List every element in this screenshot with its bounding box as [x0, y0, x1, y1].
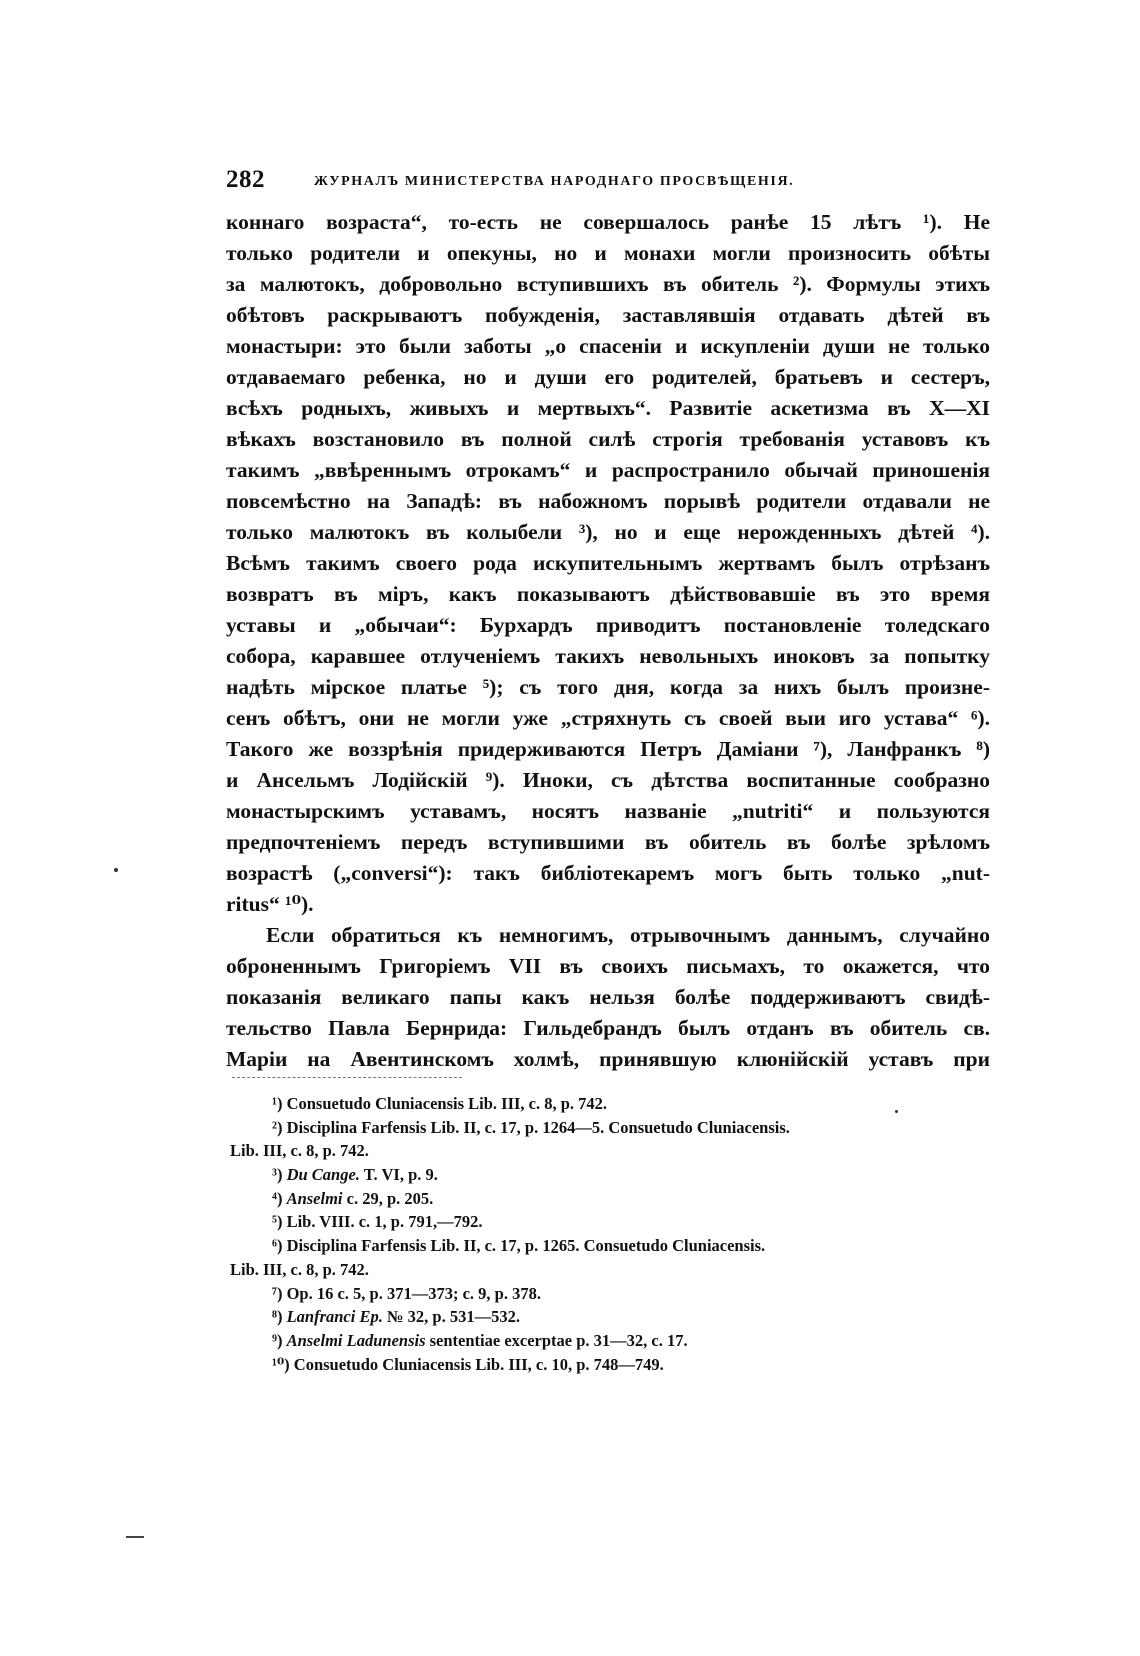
- text-line: надѣть мірское платье ⁵); съ того дня, когда за нихъ былъ произне-: [226, 675, 990, 699]
- footnote-text: sententiae excerptae p. 31—32, c. 17.: [425, 1330, 688, 1350]
- footnote-10: [230, 1353, 990, 1377]
- scan-mark: [126, 1536, 144, 1538]
- footnote-text: Lib. III, c. 8, p. 742.: [230, 1141, 369, 1161]
- text-line: Маріи на Авентинскомъ холмѣ, принявшую клюнійскій уставъ при: [226, 1047, 990, 1071]
- footnote-text: Consuetudo Cluniacensis Lib. III, c. 10, p. 748—749.: [293, 1354, 664, 1374]
- paragraph-first-line: Если обратиться къ немногимъ, отрывочнымъ даннымъ, случайно: [266, 923, 990, 947]
- text-line: повсемѣстно на Западѣ: въ набожномъ порывѣ родители отдавали не: [226, 489, 990, 513]
- footnote-mark: ⁹): [272, 1330, 283, 1350]
- footnote-text: Op. 16 c. 5, p. 371—373; c. 9, p. 378.: [286, 1283, 541, 1303]
- footnote-text: Lib. VIII. c. 1, p. 791,—792.: [286, 1212, 483, 1232]
- text-line: Такого же воззрѣнія придерживаются Петръ Даміани ⁷), Ланфранкъ ⁸): [226, 737, 990, 761]
- footnote-2: [230, 1116, 990, 1140]
- text-line: коннаго возраста“, то-есть не совершалось ранѣе 15 лѣтъ ¹). Не: [226, 210, 990, 234]
- text-line: отдаваемаго ребенка, но и души его родителей, братьевъ и сестеръ,: [226, 365, 990, 389]
- footnote-author: Lanfranci Ep.: [286, 1307, 383, 1327]
- footnote-mark: ⁶): [272, 1236, 283, 1256]
- footnote-mark: ⁷): [272, 1283, 283, 1303]
- footnote-6-continuation: [230, 1258, 990, 1282]
- text-line: возвратъ въ міръ, какъ показываютъ дѣйствовавшіе въ это время: [226, 582, 990, 606]
- footnote-mark: ⁵): [272, 1212, 283, 1232]
- text-line: Всѣмъ такимъ своего рода искупительнымъ жертвамъ былъ отрѣзанъ: [226, 551, 990, 575]
- footnote-4: [230, 1187, 990, 1211]
- footnote-text: Disciplina Farfensis Lib. II, c. 17, p. 1264—5. Consuetudo Cluniacensis.: [286, 1117, 790, 1137]
- footnote-mark: ²): [272, 1117, 283, 1137]
- text-line: предпочтеніемъ передъ вступившими въ обитель въ болѣе зрѣломъ: [226, 830, 990, 854]
- text-line: тельство Павла Бернрида: Гильдебрандъ былъ отданъ въ обитель св.: [226, 1016, 990, 1040]
- footnote-text: № 32, p. 531—532.: [382, 1307, 520, 1327]
- page-number: 282: [226, 166, 265, 193]
- running-title: ЖУРНАЛЪ МИНИСТЕРСТВА НАРОДНАГО ПРОСВѢЩЕНІЯ.: [314, 174, 795, 189]
- footnote-author: Anselmi: [286, 1188, 343, 1208]
- text-line: оброненнымъ Григоріемъ VII въ своихъ письмахъ, то окажется, что: [226, 954, 990, 978]
- footnote-8: [230, 1305, 990, 1329]
- text-line: собора, каравшее отлученіемъ такихъ невольныхъ иноковъ за попытку: [226, 644, 990, 668]
- body-text: [226, 207, 990, 1075]
- text-line: такимъ „ввѣреннымъ отрокамъ“ и распространило обычай приношенія: [226, 458, 990, 482]
- footnote-9: [230, 1329, 990, 1353]
- text-line: показанія великаго папы какъ нельзя болѣе поддерживаютъ свидѣ-: [226, 985, 990, 1009]
- footnotes: [230, 1092, 990, 1376]
- footnote-3: [230, 1163, 990, 1187]
- text-line: сенъ обѣтъ, они не могли уже „стряхнуть съ своей выи иго устава“ ⁶).: [226, 706, 990, 730]
- footnote-5: [230, 1210, 990, 1234]
- text-line: только родители и опекуны, но и монахи могли произносить обѣты: [226, 241, 990, 265]
- text-line: и Ансельмъ Лодійскій ⁹). Иноки, съ дѣтства воспитанные сообразно: [226, 768, 990, 792]
- text-line: возрастѣ („conversi“): такъ библіотекаремъ могъ быть только „nut-: [226, 861, 990, 885]
- footnote-text: Consuetudo Cluniacensis Lib. III, c. 8, p. 742.: [286, 1094, 608, 1113]
- footnote-mark: ⁴): [272, 1188, 283, 1208]
- footnote-mark: ¹): [272, 1094, 283, 1113]
- footnote-text: Lib. III, c. 8, p. 742.: [230, 1259, 369, 1279]
- text-line: монастырскимъ уставамъ, носятъ названіе „nutriti“ и пользуются: [226, 799, 990, 823]
- page-header: [226, 166, 990, 198]
- text-line: обѣтовъ раскрываютъ побужденія, заставлявшія отдавать дѣтей въ: [226, 303, 990, 327]
- scan-speck: [114, 868, 118, 872]
- footnote-mark: ¹⁰): [272, 1354, 290, 1374]
- footnote-6: [230, 1234, 990, 1258]
- text-line: уставы и „обычаи“: Бурхардъ приводитъ постановленіе толедскаго: [226, 613, 990, 637]
- text-line: вѣкахъ возстановило въ полной силѣ строгія требованія уставовъ къ: [226, 427, 990, 451]
- text-line: за малютокъ, добровольно вступившихъ въ обитель ²). Формулы этихъ: [226, 272, 990, 296]
- footnote-text: T. VI, p. 9.: [359, 1165, 438, 1185]
- footnote-separator: [232, 1077, 462, 1078]
- footnote-author: Anselmi Ladunensis: [286, 1330, 426, 1350]
- text-line: монастыри: это были заботы „о спасеніи и искупленіи души не только: [226, 334, 990, 358]
- footnote-7: [230, 1282, 990, 1306]
- text-line: всѣхъ родныхъ, живыхъ и мертвыхъ“. Развитіе аскетизма въ X—XI: [226, 396, 990, 420]
- text-line: ritus“ ¹⁰).: [226, 892, 314, 916]
- footnote-mark: ⁸): [272, 1307, 283, 1327]
- text-line: только малютокъ въ колыбели ³), но и еще нерожденныхъ дѣтей ⁴).: [226, 520, 990, 544]
- footnote-text: Disciplina Farfensis Lib. II, c. 17, p. 1265. Consuetudo Cluniacensis.: [286, 1236, 766, 1256]
- footnote-mark: ³): [272, 1165, 283, 1185]
- scan-speck: [895, 1110, 898, 1113]
- footnote-text: c. 29, p. 205.: [342, 1188, 434, 1208]
- footnote-2-continuation: [230, 1139, 990, 1163]
- footnote-author: Du Cange.: [286, 1165, 360, 1185]
- footnote-1: [230, 1092, 990, 1116]
